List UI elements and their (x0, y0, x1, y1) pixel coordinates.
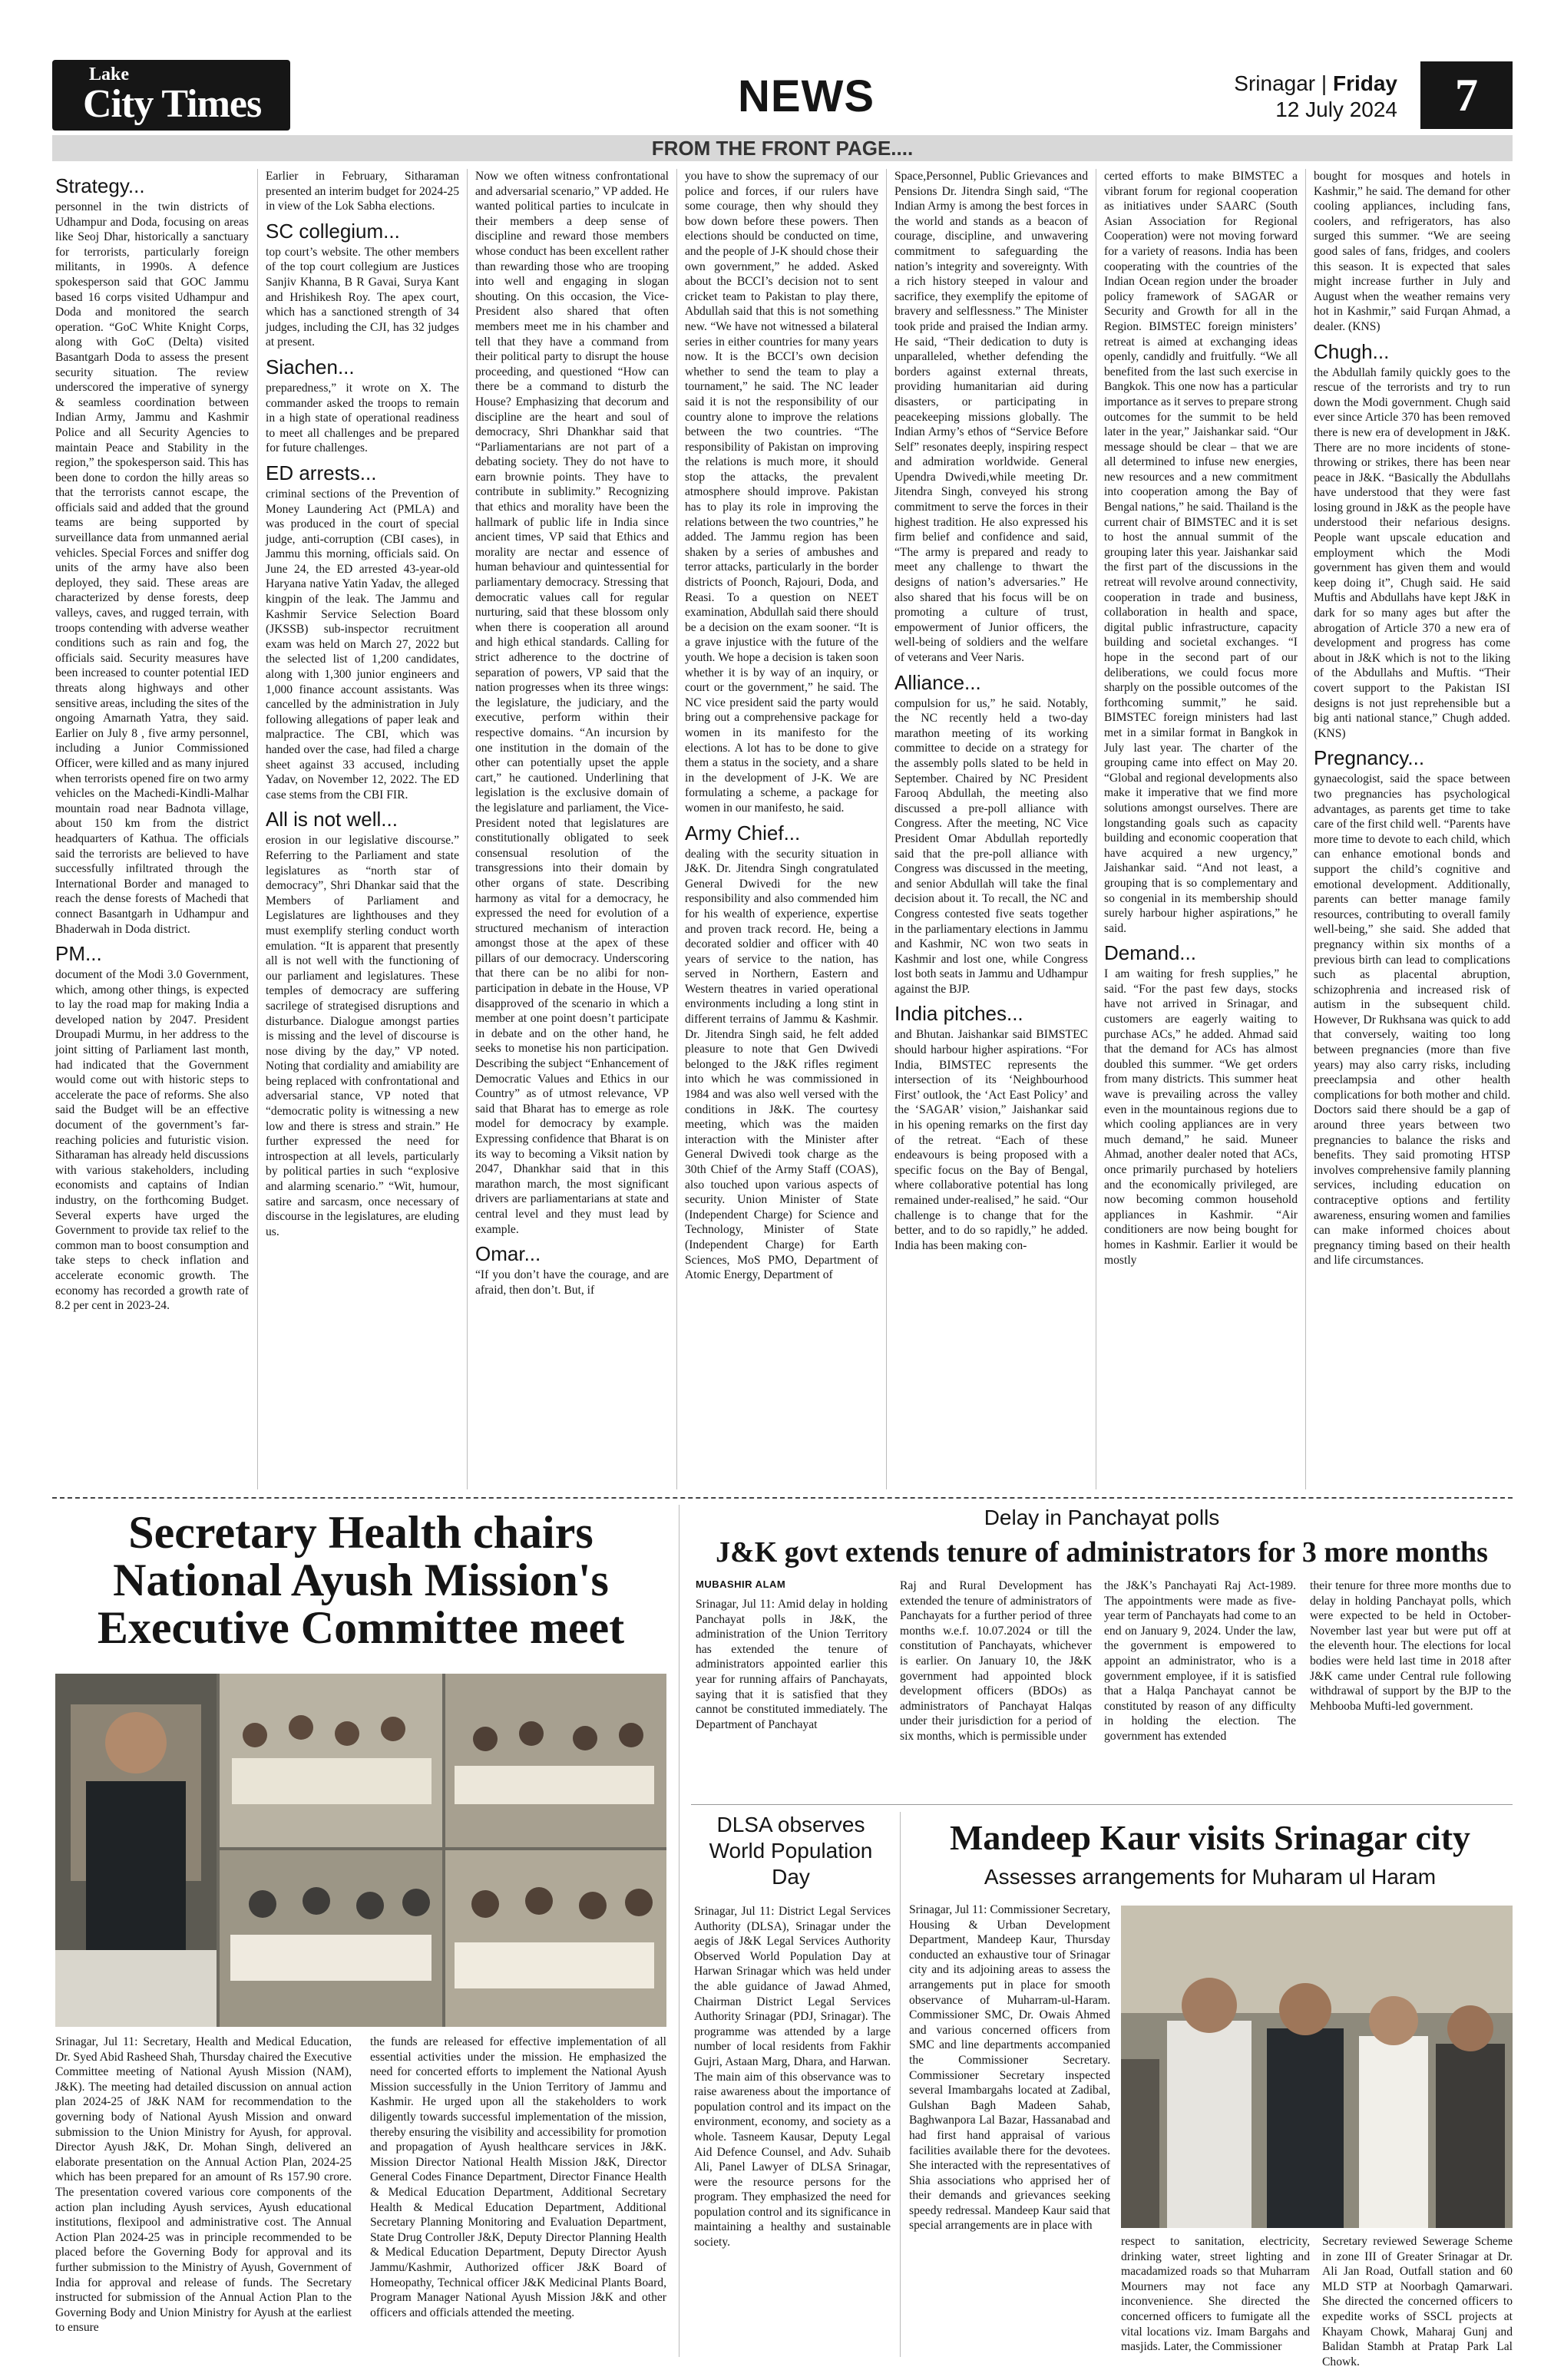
jump-text: Earlier in February, Sitharaman presented an interim budget for 2024-25 in view of the Lok Sabha elections. (266, 170, 459, 213)
front-page-ribbon (52, 135, 1513, 161)
jump-heading: Strategy... (55, 174, 145, 197)
mandeep-col3 (1322, 2234, 1513, 2368)
jump-text: you have to show the supremacy of our police and forces, if our rulers have some courage, then why should they bow down before these powers. Then elections should be conducted on time, and the people of J-K should chose their own government,” he added. Asked about the BCCI’s decision not to sent cricket team to Pakistan to play there, Abdullah said that this is not something new. “We have not witnessed a bilateral series in either countries for many years now. It is the BCCI’s own decision whether to send the team to play a tournament,” he said. The NC leader said it is not the responsibility of our country alone to improve the relations between the two countries. “The responsibility of Pakistan on improving the relations is much more, it should stop the attacks, the prevalent atmosphere should improve. Pakistan has to play its role in improving the relations between the two countries,” he added. The Jammu region has been shaken by a series of ambushes and terror attacks, particularly in the border districts of Poonch, Rajouri, Doda, and Reasi. To a question on NEET examination, Abdullah said there should be a decision on the exam sooner. “It is a grave injustice with the future of the youth. We hope a decision is taken soon whether it is by way of an inquiry, or court or the government,” he said. The NC vice president said the party would bring out a comprehensive package for women in its manifesto for the elections. A lot has to be done to give them a status in the society, and a share in the development of J-K. We are formulating a scheme, a package for women in our manifesto, he said. (685, 170, 878, 815)
photo-collage (55, 1674, 666, 2027)
jump-heading: Pregnancy... (1314, 746, 1425, 770)
jump-text: erosion in our legislative discourse.” Referring to the Parliament and state legislatures as “north star of democracy”, Shri Dhankar said that the Members of Parliament and Legislatures are lighthouses and they must exemplify sterling conduct worth emulation. “It is apparent that presently all is not well with the functioning of our parliament and legislatures. These temples of democracy are suffering sacrilege of strategised disruptions and disturbance. Dialogue amongst parties is missing and the level of discourse is nose diving by the day,” VP noted. Noting that cordiality and amiability are being replaced with confrontational and adversarial stance, VP noted that “democratic polity is witnessing a new low and there is stress and strain.” He further expressed the need for introspection at all levels, particularly by political parties in such “explosive and alarming scenario.” “Wit, humour, satire and sarcasm, once necessary of discourse in the legislatures, are eluding us. (266, 834, 459, 1238)
logo-line1: Lake (89, 64, 130, 84)
jump-text: compulsion for us,” he said. Notably, the NC recently held a two-day marathon meeting of its working committee to decide on a strategy for the assembly polls slated to be held in September. Chaired by NC President Farooq Abdullah, the meeting also discussed a pre-poll alliance with Congress. After the meeting, NC Vice President Omar Abdullah reportedly said that the pre-poll alliance with Congress was discussed in the meeting, and senior Abdullah will take the final decision about it. To recall, the NC and Congress contested five seats together in the parliamentary elections in Jammu and Kashmir, NC won two seats in Kashmir and lost one, while Congress lost both seats in Jammu and Udhampur against the BJP. (894, 696, 1088, 996)
story-text: Raj and Rural Development has extended the tenure of administrators of Panchayats for a further period of three months w.e.f. 10.07.2024 or till the constitution of Panchayats, whichever is earlier. On January 10, the J&K government had appointed block development officers (BDOs) as administrators of Panchayat Halqas under their jurisdiction for a period of six months, which is permissible under (900, 1579, 1092, 1743)
column-6 (1104, 169, 1298, 1489)
panchayat-col2 (900, 1578, 1092, 1797)
panchayat-byline: MUBASHIR ALAM (696, 1578, 786, 1590)
logo (52, 60, 290, 131)
jump-heading: PM... (55, 942, 102, 966)
story-text: Srinagar, Jul 11: District Legal Services Authority (DLSA), Srinagar under the aegis of J&K Legal Services Authority Observed World Population Day at Harwan Srinagar which was held under the able guidance of Jawad Ahmed, Chairman District Legal Services Authority Srinagar (PDJ, Srinagar). The programme was attended by a large number of local residents from Fakhir Gujri, Astaan Marg, Dhara, and Harwan. The main aim of this observance was to raise awareness about the importance of population control and its impact on the environment, economy, and society as a whole. Tasneem Kausar, Deputy Legal Aid Defence Counsel, and Adv. Suhaib Ali, Panel Lawyer of DLSA Srinagar, were the resource persons for the program. They emphasized the need for population control and its significance in maintaining a healthy and sustainable society. (694, 1905, 891, 2249)
jump-text: gynaecologist, said the space between two pregnancies has psychological advantages, as parents get time to take care of the first child well. “Parents have more time to devote to each child, which can enhance emotional bonds and support the child’s cognitive and emotional development. Additionally, parents can better manage family resources, contributing to overall family well-being,” she said. She added that pregnancy within six months of a previous birth can lead to complications such as placental abruption, schizophrenia and increased risk of autism in the subsequent child. However, Dr Rukhsana was quick to add that conversely, waiting too long between pregnancies (more than five years) may also carry risks, including preeclampsia and other health complications for both mother and child. Doctors said there should be a gap of around three years between two pregnancies to balance the risks and benefits. They said promoting HTSP involves comprehensive family planning services, including education on contraceptive options and fertility awareness, ensuring women and families can make informed choices about pregnancy timing based on their health and life circumstances. (1314, 772, 1510, 1268)
jump-text: dealing with the security situation in J&K. Dr. Jitendra Singh congratulated General Dwivedi for the new responsibility and also commended him for his wealth of experience, expertise and proven track record. He, being a decorated soldier and officer with 40 years of service to the nation, has served in Northern, Eastern and Western theatres in varied operational environments including a long stint in different terrains of Jammu & Kashmir. Dr. Jitendra Singh said, he felt added pleasure to note that Gen Dwivedi belonged to the J&K rifles regiment into which he was commissioned in 1984 and was also well versed with the conditions in J&K. The courtesy meeting, which was the maiden interaction with the Minister after General Dwivedi took charge as the 30th Chief of the Army Staff (COAS), also touched upon various aspects of security. Union Minister of State (Independent Charge) for Science and Technology, Minister of State (Independent Charge) for Earth Sciences, MoS PMO, Department of Atomic Energy, Department of (685, 847, 878, 1282)
health-meeting-photo (55, 1674, 666, 2027)
story-text: the J&K’s Panchayati Raj Act-1989. The appointments were made as five-year term of Panchayats had come to an end on January 9, 2024. Under the law, the government is empowered to appoint an administrator, who is a government employee, if it is satisfied that a Halqa Panchayat cannot be constituted by reason of any difficulty in holding the election. The government has extended (1104, 1579, 1296, 1743)
dlsa-body (694, 1904, 891, 2357)
story-text: Srinagar, Jul 11: Amid delay in holding Panchayat polls in J&K, the administration of the Union Territory has extended the tenure of administrators appointed earlier this year for running affairs of Panchayats, saying that it is satisfied that they cannot be constituted immediately. The Department of Panchayat (696, 1598, 888, 1731)
jump-text: document of the Modi 3.0 Government, which, among other things, is expected to lay the road map for making India a developed nation by 2047. President Droupadi Murmu, in her address to the joint sitting of Parliament last month, had indicated that the Government would come out with historic steps to accelerate the pace of reforms. She also said the Budget will be an effective document of the government’s far-reaching policies and futuristic vision. Sitharaman has already held discussions with various stakeholders, including economists and captains of Indian industry, on the forthcoming Budget. Several experts have urged the Government to provide tax relief to the common man to boost consumption and take steps to check inflation and accelerate economic growth. The economy has recorded a growth rate of 8.2 per cent in 2023-24. (55, 968, 249, 1313)
photo-street (1121, 1906, 1513, 2228)
jump-heading: ED arrests... (266, 461, 377, 484)
column-4 (685, 169, 878, 1489)
jump-text: “If you don’t have the courage, and are afraid, then don’t. But, if (475, 1268, 669, 1297)
jump-text: top court’s website. The other members of the top court collegium are Justices Sanjiv Khanna, B R Gavai, Surya Kant and Hrishikesh Roy. The apex court, which has a sanctioned strength of 34 judges, including the CJI, has 32 judges at present. (266, 245, 459, 349)
dateline: Srinagar | Friday 12 July 2024 (1234, 71, 1397, 121)
logo-line2: City Times (83, 82, 262, 126)
health-body-right (370, 2035, 666, 2357)
dateline-date: 12 July 2024 (1275, 98, 1397, 121)
column-5 (894, 169, 1088, 1489)
column-2 (266, 169, 459, 1489)
mandeep-visit-photo (1121, 1906, 1513, 2228)
jump-text: personnel in the twin districts of Udhampur and Doda, focusing on areas like Seoj Dhar, historically a sanctuary for terrorists, particularly foreign militants, in 1990s. A defence spokesperson said that GOC Jammu based 16 corps visited Udhampur and Doda and monitored the search operation. “GoC White Knight Corps, along with GoC (Delta) visited Basantgarh Doda to assess the present security situation. The review underscored the imperative of synergy & seamless coordination between Indian Army, Jammu and Kashmir Police and all Security Agencies to maintain Peace and Stability in the region,” the spokesperson said. This has been done to cordon the hilly areas so that the terrorists cannot escape, the officials said and added that the ground teams are being supported by surveillance data from unmanned aerial vehicles. Special Forces and sniffer dog units of the army have also been deployed, they said. These areas are characterized by dense forests, deep valleys, caves, and rugged terrain, with troops contending with adverse weather conditions such as rain and fog, the officials said. Security measures have been increased to counter potential IED threats along highways and other sensitive areas, including the sites of the ongoing Amarnath Yatra, they said. Earlier on July 8 , five army personnel, including a Junior Commissioned Officer, were killed and as many injured when terrorists opened fire on two army vehicles on the Machedi-Kindli-Malhar mountain road near Badnota village, about 150 km from the district headquarters of Kathua. The officials said the terrorists are believed to have successfully infiltrated through the International Border and managed to reach the dense forests of Machedi that connect Basantgarh in Udhampur and Bhaderwah in Doda district. (55, 200, 249, 936)
page-number: 7 (1420, 61, 1513, 129)
panchayat-col1 (696, 1597, 888, 1797)
jump-heading: Omar... (475, 1242, 541, 1266)
dateline-city: Srinagar (1234, 71, 1316, 95)
jump-heading: SC collegium... (266, 219, 400, 243)
jump-heading: India pitches... (894, 1002, 1023, 1026)
column-3 (475, 169, 669, 1489)
jump-text: criminal sections of the Prevention of Money Laundering Act (PMLA) and was produced in the court of special judge, anti-corruption (CBI cases), in Jammu this morning, officials said. On June 24, the ED arrested 43-year-old Haryana native Yatin Yadav, the alleged kingpin of the leak. The Jammu and Kashmir Service Selection Board (JKSSB) sub-inspector recruitment exam was held on March 27, 2022 but the selected list of 1,200 candidates, along with 1,300 junior engineers and 1,000 finance account assistants. Was cancelled by the administration in July following allegations of paper leak and malpractice. The CBI, which was handed over the case, had filed a charge sheet against 33 accused, including Yadav, on November 12, 2022. The ED case stems from the CBI FIR. (266, 487, 459, 802)
panchayat-headline: J&K govt extends tenure of administrators for 3 more months (716, 1536, 1488, 1568)
dlsa-headline: DLSA observes World Population Day (709, 1813, 873, 1889)
story-text: Secretary reviewed Sewerage Scheme in zone III of Greater Srinagar at Dr. Ali Jan Road, Outfall station and 60 MLD STP at Noorbagh Qamarwari. She directed the concerned officers to expedite works of SSCL projects at Khayam Chowk, Maharaj Gunj and Balidan Stambh at Pratap Park Lal Chowk. (1322, 2235, 1513, 2368)
mandeep-col2 (1121, 2234, 1310, 2357)
jump-text: preparedness,” it wrote on X. The commander asked the troops to remain in a high state of operational readiness to meet all challenges and be prepared for future challenges. (266, 381, 459, 455)
health-headline: Secretary Health chairs National Ayush Mission's Executive Committee meet (97, 1507, 625, 1653)
jump-heading: Siachen... (266, 355, 355, 378)
jump-heading: Alliance... (894, 670, 981, 694)
section-title: NEWS (738, 71, 875, 121)
jump-heading: Demand... (1104, 941, 1196, 965)
mandeep-subhead: Assesses arrangements for Muharam ul Haram (984, 1865, 1437, 1889)
jump-heading: All is not well... (266, 808, 398, 831)
panchayat-kicker: Delay in Panchayat polls (984, 1506, 1220, 1529)
jump-text: the Abdullah family quickly goes to the rescue of the terrorists and try to run down the Modi government. Chugh said ever since Article 370 has been removed there is new era of development in J&K. There are no more incidents of stone-throwing or strikes, there has been near peace in J&K. “Basically the Abdullahs have understood that they were fast losing ground in J&K as the people have understood their nefarious designs. People want upscale education and employment which the Modi government has given them and would keep doing it”, Chugh said. He said Muftis and Abdullahs have kept J&K in dark for so many ages but after the abrogation of Article 370 a new era of development and progress has come about in J&K which is not to the liking of the Abdullahs and Muftis. “Their covert support to the Pakistan ISI designs is not just reprehensible but a big anti national stance,” Chugh added. (KNS) (1314, 365, 1510, 740)
story-text: respect to sanitation, electricity, drinking water, street lighting and macadamized roads so that Muharram Mourners may not face any inconvenience. She directed the concerned officers to fumigate all the vital locations viz. Imam Bargahs and masjids. Later, the Commissioner (1121, 2235, 1310, 2354)
mandeep-headline: Mandeep Kaur visits Srinagar city (949, 1818, 1471, 1857)
story-text: the funds are released for effective implementation of all essential activities under the mission. He emphasized the need for concerted efforts to implement the National Ayush Mission successfully in the Union Territory of Jammu and Kashmir. He urged upon all the stakeholders to work diligently towards successful implementation of the mission, thereby ensuring the visibility and accessibility for promotion and propagation of Ayush healthcare services in J&K. Mission Director National Health Mission J&K, Director General Codes Finance Department, Director Finance Health & Medical Education Department, Additional Secretary Health & Medical Education Department, Additional Secretary Planning Monitoring and Evaluation Department, State Drug Controller J&K, Deputy Director Planning Health & Medical Education Department, Deputy Director Ayush Jammu/Kashmir, Authorized officer J&K Board of Homeopathy, Technical officer J&K Medicinal Plants Board, Program Manager National Ayush Mission J&K and other officers and officials attended the meeting. (370, 2035, 666, 2319)
panchayat-col4 (1310, 1578, 1511, 1797)
story-text: Srinagar, Jul 11: Commissioner Secretary, Housing & Urban Development Department, Mandeep Kaur, Thursday conducted an exhaustive tour of Srinagar city and its adjoining areas to assess the arrangements put in place for smooth observance of Muharram-ul-Haram. Commissioner SMC, Dr. Owais Ahmed and various concerned officers from SMC and line departments accompanied the Commissioner Secretary. Commissioner Secretary inspected several Imambargahs located at Zadibal, Gulshan Bagh Madeen Sahab, Baghwanpora Lal Bazar, Hassanabad and had first hand appraisal of various facilities available there for the devotees. She interacted with the representatives of Shia associations who apprised her of their demands and grievances seeking speedy redressal. Mandeep Kaur said that special arrangements are in place with (909, 1903, 1110, 2233)
ribbon-label: FROM THE FRONT PAGE.... (651, 137, 914, 160)
jump-text: and Bhutan. Jaishankar said BIMSTEC should harbour higher aspirations. “For India, BIMSTEC represents the intersection of its ‘Neighbourhood First’ outlook, the ‘Act East Policy’ and the ‘SAGAR’ vision,” Jaishankar said in his opening remarks on the first day of the retreat. “Each of these endeavours is being proposed with a specific focus on the Bay of Bengal, where collaborative potential has long remained under-realised,” he said. “Our challenge is to change that for the better, and to do so rapidly,” he added. India has been making con- (894, 1028, 1088, 1252)
story-text: Srinagar, Jul 11: Secretary, Health and Medical Education, Dr. Syed Abid Rasheed Shah, Thursday chaired the Executive Committee meeting of National Ayush Mission (NAM), J&K). The meeting had detailed discussion on annual action plan 2024-25 of J&K NAM for recommendation to the governing body of National Ayush Mission and onward submission to the Union Ministry for Ayush, for approval. Director Ayush J&K, Dr. Mohan Singh, delivered an elaborate presentation on the Annual Action Plan, 2024-25 which has been prepared for an amount of Rs 157.90 crore. The presentation covered various core components of the action plan including Ayush services, Ayush educational institutions, flexipool and administrative cost. The Annual Action Plan 2024-25 was in principle recommended to be placed before the Governing Body for approval and its further submission to the Ministry of Ayush, Government of India for approval and release of funds. The Secretary instructed for submission of the Annual Action Plan to the Governing Body and Union Ministry for Ayush at the earliest to ensure (55, 2035, 352, 2335)
health-body-left (55, 2035, 352, 2357)
jump-heading: Chugh... (1314, 339, 1390, 363)
column-7 (1314, 169, 1510, 1489)
jump-text: certed efforts to make BIMSTEC a vibrant forum for regional cooperation as initiatives under SAARC (South Asian Association for Regional Cooperation) were not moving forward for a variety of reasons. India has been cooperating with the countries of the Indian Ocean region under the broader policy framework of SAGAR or Security and Growth for all in the Region. BIMSTEC foreign ministers’ retreat is aimed at exchanging ideas openly, candidly and fruitfully. “We all benefited from the last such exercise in Bangkok. This one now has a particular importance as it serves to prepare strong outcomes for the summit to be held later in the year,” Jaishankar said. “Our message should be clear – that we are all determined to infuse new energies, new resources and a new commitment into cooperation among the Bay of Bengal nations,” he said. Thailand is the current chair of BIMSTEC and it is set to host the annual summit of the grouping later this year. Jaishankar said the first part of the discussions in the retreat will revolve around connectivity, cooperation in trade and business, collaboration in health and space, digital public infrastructure, capacity building and societal exchanges. “I hope in the second part of our deliberations, we could focus more sharply on the possible outcomes of the forthcoming summit,” he said. BIMSTEC foreign ministers had last met in a similar format in Bangkok in July last year. The charter of the grouping came into effect on May 20. “Global and regional developments also make it imperative that we find more solutions amongst ourselves. There are longstanding goals such as capacity building and economic cooperation that have acquired a new urgency,” Jaishankar said. “And not least, a grouping that is so complementary and so congenial in its membership should surely harbour higher aspirations,” he said. (1104, 170, 1298, 935)
jump-text: I am waiting for fresh supplies,” he said. “For the past few days, stocks have not arrived in Srinagar, and customers are eagerly waiting to purchase ACs,” he added. Ahmad said that the demand for ACs has almost doubled this summer. “We get orders from many districts. This summer heat wave is prevailing across the valley even in the mountainous regions due to which cooling appliances are in very much demand,” he said. Muneer Ahmad, another dealer noted that ACs, once primarily purchased by hoteliers and the economically privileged, are now becoming common household appliances in Kashmir. “Air conditioners are now being bought for homes in Kashmir. Earlier it would be mostly (1104, 967, 1298, 1267)
jump-text: Now we often witness confrontational and adversarial scenario,” VP added. He wanted political parties to inculcate in their members a deep sense of discipline and reward those members whose conduct has been excellent rather than rewarding those who are trooping into well and engaging in slogan shouting. On this occasion, the Vice-President also shared that often members meet me in his chamber and tell that they have a command from their political party to disrupt the house proceeding, and questioned “How can there be a command to disturb the House? Emphasizing that decorum and discipline are the heart and soul of democracy, Shri Dhankhar said that “Parliamentarians are not part of a debating society. They do not have to earn brownie points. They have to contribute in sublimity.” Recognizing that ethics and morality have been the hallmark of public life in India since ancient times, VP said that Ethics and morality are nectar and essence of human behaviour and quintessential for parliamentary democracy. Stressing that democratic values call for regular nurturing, said that these blossom only when there is cooperation all around and high ethical standards. Calling for strict adherence to the doctrine of separation of powers, VP said that the nation progresses when its three wings: the legislature, the judiciary, and the executive, perform within their respective domains. “An incursion by one institution in the domain of the other can potentially upset the apple cart,” he cautioned. Underlining that legislation is the exclusive domain of the legislature and parliament, the Vice-President noted that legislatures are constitutionally obligated to seek consensual resolution of the transgressions into their domain by other organs of state. Describing harmony as vital for a democracy, he expressed the need for evolution of a structured mechanism of interaction amongst those at the apex of these pillars of our democracy. Underscoring that there can be no alibi for non-participation in debate in the House, VP disapproved of the scenario in which a member at one point doesn’t participate in debate and on the other hand, he seeks to monetise his non participation. Describing the subject “Enhancement of Democratic Values and Ethics in our Country” as of utmost relevance, VP said that Bharat has to emerge as role model for democracy by example. Expressing confidence that Bharat is on its way to becoming a Viksit nation by 2047, Dhankhar said that in this marathon march, the most significant drivers are parliamentarians at state and central level and they must lead by example. (475, 170, 670, 1236)
column-1 (55, 169, 249, 1489)
jump-heading: Army Chief... (685, 821, 801, 845)
dateline-day: Friday (1332, 71, 1397, 95)
jump-text: bought for mosques and hotels in Kashmir,” he said. The demand for other cooling appliances, including fans, coolers, and refrigerators, has also surged this summer. “We are seeing good sales of fans, fridges, and coolers this season. It is expected that sales might increase further in July and August when the weather remains very hot in Kashmir,” said Furqan Ahmad, a dealer. (KNS) (1314, 170, 1510, 333)
panchayat-col3 (1104, 1578, 1296, 1797)
jump-text: Space,Personnel, Public Grievances and Pensions Dr. Jitendra Singh said, “The Indian Army is among the best forces in the world and stands as a beacon of courage, discipline, and unwavering commitment to safeguarding the nation’s integrity and sovereignty. With a rich history steeped in valour and sacrifice, they exemplify the epitome of bravery and selflessness.” The Minister took pride and praised the Indian army. He said, “Their dedication to duty is unparalleled, whether defending the borders against external threats, providing humanitarian aid during disasters, or participating in peacekeeping missions globally. The Indian Army’s ethos of “Service Before Self” resonates deeply, inspiring respect and admiration worldwide. General Upendra Dwivedi,while meeting Dr. Jitendra Singh, conveyed his strong commitment to serve the forces in their highest tradition. He also expressed his firm belief and confidence and said, “The army is prepared and ready to meet any challenge to thwart the designs of nation’s adversaries.” He also shared that his focus will be on promoting a culture of trust, empowerment of Junior officers, the well-being of soldiers and the welfare of veterans and Veer Naris. (894, 170, 1088, 664)
mandeep-col1 (909, 1902, 1110, 2357)
story-text: their tenure for three more months due to delay in holding Panchayat polls, which were expected to be held in October- November last year but were put off at the eleventh hour. The elections for local bodies were held last time in 2018 after J&K came under Central rule following withdrawal of support by the BJP to the Mehbooba Mufti-led government. (1310, 1579, 1511, 1713)
